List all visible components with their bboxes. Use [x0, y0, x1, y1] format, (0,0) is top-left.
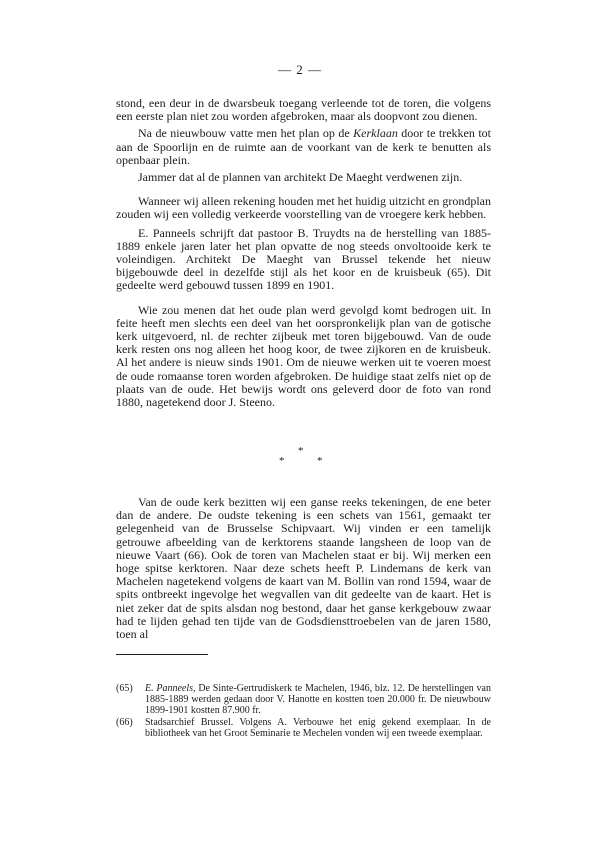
- section-separator: [0, 446, 600, 466]
- page-number: — 2 —: [278, 62, 322, 77]
- main-text-continued: [116, 496, 491, 641]
- paragraph: Jammer dat al de plannen van architekt De Maeght verdwenen zijn.: [138, 170, 463, 185]
- street-name: Kerklaan: [353, 126, 398, 141]
- asterisk-mark: *: [298, 445, 304, 457]
- footnote-text: E. Panneels, De Sinte-Gertrudiskerk te Machelen, 1946, blz. 12. De herstellingen van 1885-1889 werden gedaan door V. Hanotte en kostten toen 20.000 fr. De nieuwbouw 1899-1901 kostten 87.900 fr.: [145, 683, 491, 716]
- footnote-number: (65): [116, 683, 133, 694]
- paragraph: Na de nieuwbouw vatte men het plan op de Kerklaan door te trekken tot aan de Spoorlijn en de ruimte aan de voorkant van de kerk te benutten als openbaar plein.: [116, 126, 492, 167]
- footnotes: [116, 683, 491, 740]
- asterisk-mark: *: [317, 455, 323, 467]
- footnote: [116, 717, 491, 739]
- footnote-number: (66): [116, 717, 133, 728]
- footnote-divider: [116, 654, 208, 655]
- paragraph: Van de oude kerk bezitten wij een ganse reeks tekeningen, de ene beter dan de andere. De oudste tekening is een schets van 1561, gemaakt ter gelegenheid van de Brusselse Schipvaart. Wij vinden er een tamelijk getrouwe afbeelding van de kerktorens staande langsheen de loop van de nieuwe Vaart (66). Ook de toren van Machelen staat er bij. Wij merken een hoge spitse kerktoren. Naar deze schets heeft P. Lindemans de kerk van Machelen nagetekend volgens de kaart van M. Bollin van rond 1594, waar de spits ontbreekt ingevolge het wegvallen van dit gedeelte van de kaart. Het is niet zeker dat de spits alsdan nog bestond, daar het ganse kerkgebouw zwaar had te lijden gehad ten tijde van de Godsdiensttroebelen van de jaren 1580, toen al: [116, 495, 491, 642]
- paragraph: E. Panneels schrijft dat pastoor B. Truydts na de herstelling van 1885-1889 enkele jaren later het plan opvatte de nog steeds onvoltooide kerk te voleindigen. Architekt De Maeght van Brussel tekende het nieuw bijgebouwde deel in dezelfde stijl als het koor en de kruisbeuk (65). Dit gedeelte werd gebouwd tussen 1899 en 1901.: [116, 225, 491, 293]
- paragraph: Wie zou menen dat het oude plan werd gevolgd komt bedrogen uit. In feite heeft men slechts een deel van het oorspronkelijk plan van de gotische kerk uitgevoerd, nl. de rechter zijbeuk met toren bijgebouwd. Van de oude kerk resten ons nog alleen het hoog koor, de twee zijkoren en de kruisbeuk. Al het andere is nieuw sinds 1901. Om de nieuwe werken uit te voeren moest de oude romaanse toren worden afgebroken. De huidige staat zelfs niet op de plaats van de oude. Het bewijs wordt ons geleverd door de foto van rond 1880, nagetekend door J. Steeno.: [116, 302, 491, 410]
- paragraph: Wanneer wij alleen rekening houden met het huidig uitzicht en grondplan zouden wij een volledig verkeerde voorstelling van de vroegere kerk hebben.: [116, 194, 491, 222]
- asterisk-mark: *: [279, 455, 285, 467]
- footnote-text: Stadsarchief Brussel. Volgens A. Verbouwe het enig gekend exemplaar. In de bibliotheek van het Groot Seminarie te Mechelen vonden wij een tweede exemplaar.: [145, 717, 491, 739]
- paragraph: stond, een deur in de dwarsbeuk toegang verleende tot de toren, die volgens een eerste plan niet zou worden afgebroken, maar als doopvont zou dienen.: [116, 96, 491, 124]
- footnote: [116, 683, 491, 716]
- main-text: [116, 97, 491, 414]
- footnote-author: E. Panneels,: [145, 683, 196, 694]
